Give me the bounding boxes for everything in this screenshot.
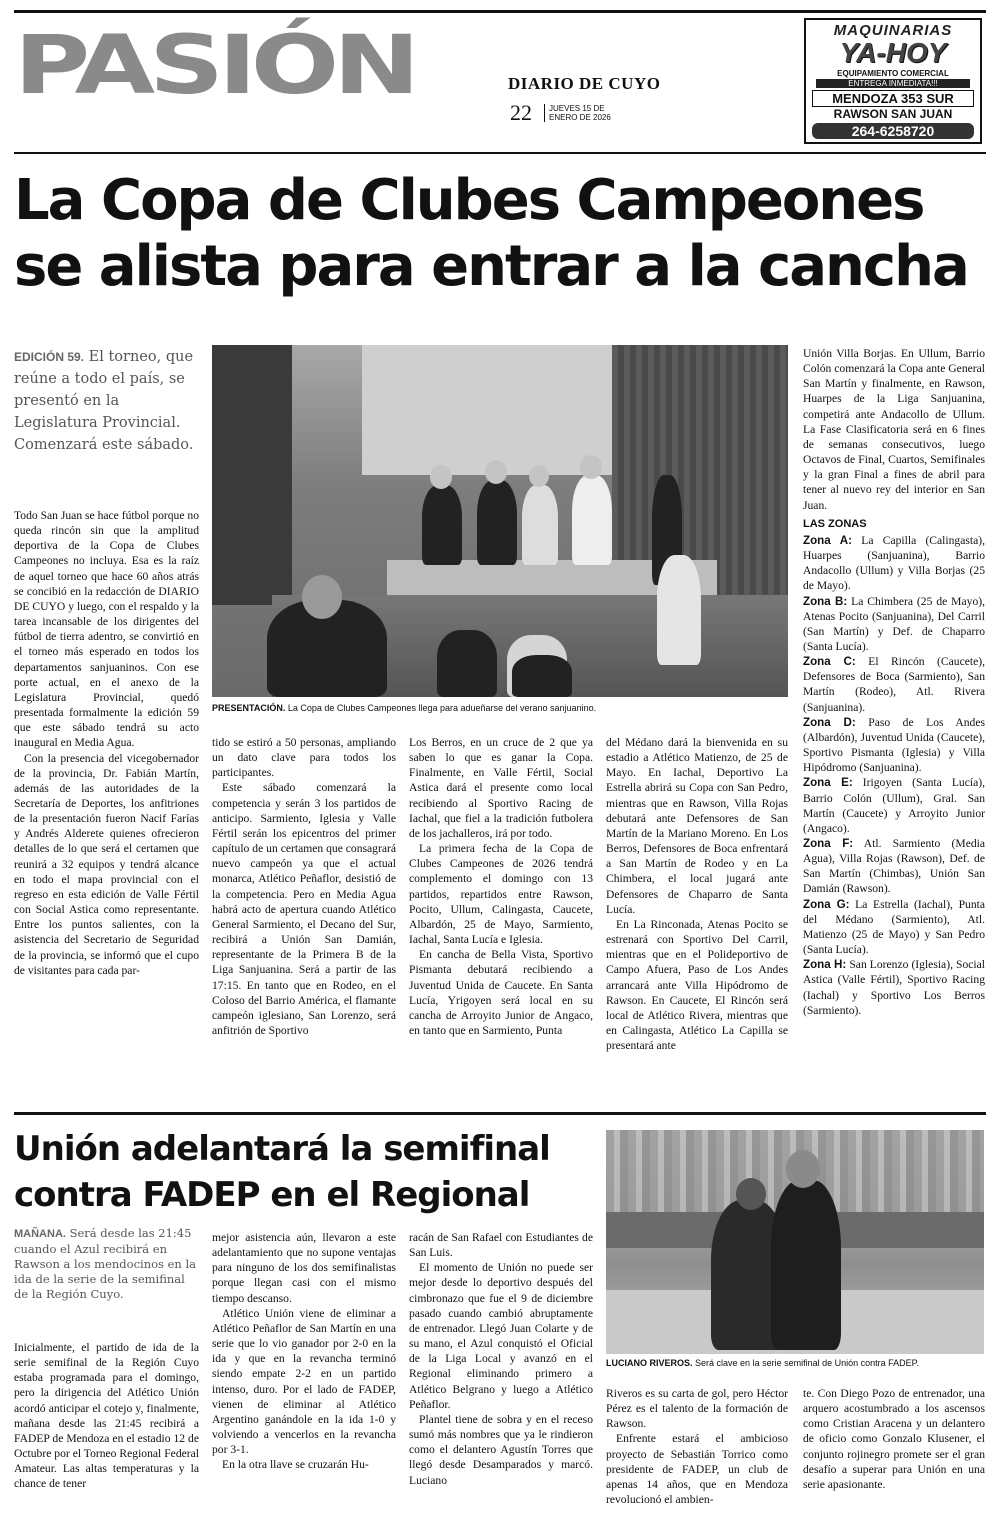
- presentation-photo: [212, 345, 788, 697]
- page-number: 22: [510, 100, 532, 125]
- ad-phone: 264-6258720: [812, 123, 974, 139]
- newspaper-name: DIARIO DE CUYO: [508, 74, 661, 93]
- article1-column-4: [606, 735, 788, 1103]
- article2-column-3: [409, 1230, 593, 1515]
- issue-date: JUEVES 15 DE ENERO DE 2026: [544, 104, 614, 122]
- paragraph: racán de San Rafael con Estudiantes de San Luis.: [409, 1231, 593, 1260]
- article1-column-1: [14, 508, 199, 1103]
- photo1-caption: [212, 703, 788, 713]
- lead-kicker: EDICIÓN 59.: [14, 350, 85, 364]
- article1-column-5: [803, 346, 985, 1103]
- headline-line-2: contra FADEP en el Regional: [14, 1175, 530, 1215]
- zone-label: Zona B:: [803, 594, 848, 608]
- zone-label: Zona A:: [803, 533, 853, 547]
- article2-column-5: [803, 1386, 985, 1515]
- article2-column-4: [606, 1386, 788, 1515]
- paragraph: mejor asistencia aún, llevaron a este adelantamiento que no supone ventajas para ninguno de los dos semifinalistas porque llegan casi con el mismo tiempo descanso.: [212, 1231, 396, 1305]
- paragraph: Plantel tiene de sobra y en el receso sumó más nombres que ya le rindieron como el delantero Agustín Torres que llegó desde Desamparados y marcó. Luciano: [409, 1412, 593, 1487]
- headline-line-1: La Copa de Clubes Campeones: [14, 168, 924, 233]
- paragraph: Todo San Juan se hace fútbol porque no queda rincón sin que la amplitud deportiva de la Copa de Clubes Campeones no incluya. Esa es la raíz de aquel torneo que hace 60 años atrás se concibió en la redacción de DIARIO DE CUYO y luego, con el respaldo y la tarea incansable de los dirigentes del fútbol de tierra adentro, se convirtió en el torneo más esperado en todos los departamentos sanjuaninos. Con ese porte actual, en el anexo de la Legislatura Provincial, quedó presentada formalmente la edición 59 que este sábado tendrá su acto inaugural en Media Agua.: [14, 509, 199, 750]
- paragraph: En cancha de Bella Vista, Sportivo Pismanta debutará recibiendo a Juventud Unida de Caucete. En Santa Lucía, Yrigoyen será local en su cancha de Arroyito Junior de Angaco, en tanto que en Sarmiento, Punta: [409, 948, 593, 1037]
- lead-kicker: MAÑANA.: [14, 1228, 66, 1240]
- caption-label: LUCIANO RIVEROS.: [606, 1358, 693, 1368]
- paragraph: La primera fecha de la Copa de Clubes Campeones de 2026 tendrá complemento el domingo con 13 partidos, repartidos entre Rawson, Pocito, Ullum, Calingasta, Caucete, Albardón, 25 de Mayo, Sarmiento, Iachal, Santa Lucía e Iglesia.: [409, 842, 593, 947]
- article2-column-2: [212, 1230, 396, 1515]
- zone-b: [803, 594, 985, 655]
- zone-teams: Paso de Los Andes (Albardón), Juventud Unida (Caucete), Sportivo Pismanta (Iglesia) y Villa Hipódromo (Sanjuanina).: [803, 715, 985, 775]
- zone-f: [803, 836, 985, 897]
- zone-teams: San Lorenzo (Iglesia), Social Astica (Valle Fértil), Sportivo Racing (Iachal) y Sportivo Los Berros (Sarmiento).: [803, 958, 985, 1017]
- zone-teams: La Estrella (Iachal), Punta del Médano (Sarmiento), Atl. Matienzo (25 de Mayo) y San Pedro (Santa Lucía).: [803, 897, 985, 957]
- zone-h: [803, 957, 985, 1018]
- paragraph: tido se estiró a 50 personas, ampliando un dato clave para todos los participantes.: [212, 736, 396, 780]
- zone-d: [803, 715, 985, 776]
- zone-teams: La Capilla (Calingasta), Huarpes (Sanjuanina), Barrio Andacollo (Ullum) y Villa Borjas (25 de Mayo).: [803, 533, 985, 593]
- section-divider: [14, 1112, 986, 1115]
- zone-teams: La Chimbera (25 de Mayo), Atenas Pocito (Sanjuanina), Del Carril (San Martín) y Def. de Chaparro (Santa Lucía).: [803, 594, 985, 653]
- lead-text: Será desde las 21:45 cuando el Azul recibirá en Rawson a los mendocinos en la ida de la serie de la semifinal de la Región Cuyo.: [14, 1226, 196, 1301]
- paragraph: En la otra llave se cruzarán Hu-: [222, 1458, 369, 1472]
- player-photo: [606, 1130, 984, 1354]
- paragraph: Con la presencia del vicegobernador de la provincia, Dr. Fabián Martín, además de las autoridades de la Secretaría de Deportes, los anfitriones de la presentación fueron Nacif Farías y Andrés Alderete quienes ofrecieron detalles de lo que será el certamen que reunirá a 32 equipos y tendrá alcance en todo el mapa provincial con el regreso en esta edición de Valle Fértil con Social Astica como representante. Entre los puntos salientes, con la asistencia del Secretario de Seguridad de la provincia, se informó que el cupo de visitantes para cada par-: [14, 751, 199, 977]
- section-logo: PASIÓN: [14, 17, 415, 113]
- article2-headline: [14, 1126, 594, 1218]
- paragraph: El momento de Unión no puede ser mejor desde lo deportivo después del cimbronazo que fue el 9 de diciembre pasado cuando cambió abruptamente de entrenador. Llegó Juan Colarte y de su mano, el Azul conquistó el Oficial de la Liga Local y avanzó en el Regional eliminando primero a Atlético Belgrano y luego a Atlético Peñaflor.: [409, 1261, 593, 1411]
- zone-c: [803, 654, 985, 715]
- paragraph: del Médano dará la bienvenida en su estadio a Atlético Matienzo, de 25 de Mayo. En Iachal, Deportivo La Estrella abrirá su Copa con San Pedro, mientras que en Rawson, Villa Rojas debutará ante Defensores de San Martín de la Mariano Moreno. En Los Berros, Defensores de Boca enfrentará a San Martín de Rodeo y en La Chimbera, el local jugará ante Defensores de Chaparro de Santa Lucía.: [606, 736, 788, 916]
- zone-teams: Atl. Sarmiento (Media Agua), Villa Rojas (Rawson), Def. de San Martín (Chimbas), Unión San Damián (Rawson).: [803, 837, 985, 896]
- headline-line-1: Unión adelantará la semifinal: [14, 1129, 550, 1169]
- paragraph: Este sábado comenzará la competencia y serán 3 los partidos de anticipo. Sarmiento, Iglesia y Valle Fértil serán los epicentros del primer capítulo de un certamen que consagrará nuevo campeón ya que el actual monarca, Atlético Peñaflor, desistió de la competencia. Pero en Media Agua habrá acto de apertura cuando Atlético General Sarmiento, el Decano del Sur, recibirá a Unión San Damián, representante de la Primera B de la Liga Sanjuanina. Será a partir de las 17:15. En tanto que en Rodeo, en el Coloso del Barrio América, el flamante campeón iglesiano, San Lorenzo, será anfitrión de Sportivo: [212, 781, 396, 1037]
- zone-label: Zona H:: [803, 958, 847, 972]
- lead-text: El torneo, que reúne a todo el país, se presentó en la Legislatura Provincial. Comenzará este sábado.: [14, 349, 194, 453]
- paragraph: te. Con Diego Pozo de entrenador, una arquero acostumbrado a los ascensos como Cristian Aracena y un delantero de oficio como Gonzalo Klusener, el conjunto rojinegro promete ser el gran desafío a superar para Unión en una serie apasionante.: [803, 1387, 985, 1491]
- zone-label: Zona D:: [803, 715, 856, 729]
- paragraph: Inicialmente, el partido de ida de la serie semifinal de la Región Cuyo estaba programada para el domingo, pero la dirigencia del Atlético Unión acordó anticipar el cotejo y, finalmente, mañana desde las 21:45 recibirá a FADEP de Mendoza en el estadio 12 de Octubre por el Torneo Regional Federal Amateur. Las altas temperaturas y la chance de tener: [14, 1341, 199, 1491]
- zone-label: Zona G:: [803, 897, 850, 911]
- ad-address: MENDOZA 353 SUR: [812, 90, 974, 107]
- paragraph: Riveros es su carta de gol, pero Héctor Pérez es el talento de la formación de Rawson.: [606, 1387, 788, 1431]
- ad-brand: YA-HOY: [839, 37, 947, 68]
- ad-brand-top: MAQUINARIAS: [833, 22, 953, 39]
- article2-column-1: [14, 1340, 199, 1515]
- paragraph: Enfrente estará el ambicioso proyecto de Sebastián Torrico como presidente de FADEP, un club de apenas 14 años, que en Mendoza revolucionó el ambien-: [606, 1432, 788, 1507]
- zone-teams: El Rincón (Caucete), Defensores de Boca (Sarmiento), San Martín (Rodeo), Atl. Rivera (Sanjuanina).: [803, 655, 985, 714]
- zones-title: LAS ZONAS: [803, 517, 867, 530]
- zone-teams: Irigoyen (Santa Lucía), Barrio Colón (Ullum), Gral. San Martín (Caucete) y Arroyito Junior (Angaco).: [803, 776, 985, 835]
- article1-column-3: [409, 735, 593, 1103]
- caption-text: Será clave en la serie semifinal de Unión contra FADEP.: [695, 1358, 919, 1368]
- paragraph: Atlético Unión viene de eliminar a Atlético Peñaflor de San Martín en una serie que lo vio ganador por 2-0 en la ida y que en la revancha terminó siendo empate 2-2 en un partido intenso, duro. Por el lado de FADEP, vienen de eliminar al Atlético Argentino ganándole en la ida 1-0 y volviendo a vencerlos en la revancha por 3-1.: [212, 1306, 396, 1457]
- zone-label: Zona F:: [803, 837, 854, 850]
- paragraph: En La Rinconada, Atenas Pocito se estrenará con Sportivo Del Carril, mientras que en el Polideportivo de Campo Afuera, Paso de Los Andes arrancará ante Villa Hipódromo de Rawson. En Caucete, El Rincón será local de Atlético Rivera, mientras que en Calingasta, Atlético La Capilla se presentará ante: [606, 917, 788, 1053]
- headline-line-2: se alista para entrar a la cancha: [14, 234, 968, 299]
- article1-headline: [14, 168, 984, 300]
- masthead-rule: [14, 152, 986, 154]
- zone-label: Zona E:: [803, 776, 853, 790]
- paragraph: Los Berros, en un cruce de 2 que ya saben lo que es ganar la Copa. Finalmente, en Valle Fértil, Social Astica dará el presente como local recibiendo al Sportivo Racing de Iachal, que fiel a la tradición futbolera de los jachalleros, irá por todo.: [409, 736, 593, 840]
- article1-column-2: [212, 735, 396, 1103]
- photo2-caption: [606, 1358, 984, 1368]
- ad-tagline-2: ENTREGA INMEDIATA!!!: [816, 79, 970, 88]
- top-rule: [14, 10, 986, 13]
- zone-g: [803, 897, 985, 958]
- article2-lead: [14, 1226, 199, 1302]
- zone-e: [803, 775, 985, 836]
- article1-lead: [14, 346, 199, 456]
- ad-tagline: EQUIPAMIENTO COMERCIAL: [837, 69, 949, 78]
- advertisement[interactable]: [804, 18, 982, 144]
- caption-text: La Copa de Clubes Campeones llega para adueñarse del verano sanjuanino.: [287, 703, 597, 713]
- zone-a: [803, 533, 985, 594]
- ad-city: RAWSON SAN JUAN: [833, 107, 953, 121]
- zone-label: Zona C:: [803, 655, 856, 669]
- paragraph: Unión Villa Borjas. En Ullum, Barrio Colón comenzará la Copa ante General San Martín y finalmente, en Rawson, Huarpes de la Liga Sanjuanina, competirá ante Andacollo de Ullum. La Fase Clasificatoria será en 6 fines de semanas consecutivos, luego Octavos de Final, Cuartos, Semifinales y la gran Final a fines de abril para tener al nuevo rey del interior en San Juan.: [803, 347, 985, 512]
- caption-label: PRESENTACIÓN.: [212, 703, 286, 713]
